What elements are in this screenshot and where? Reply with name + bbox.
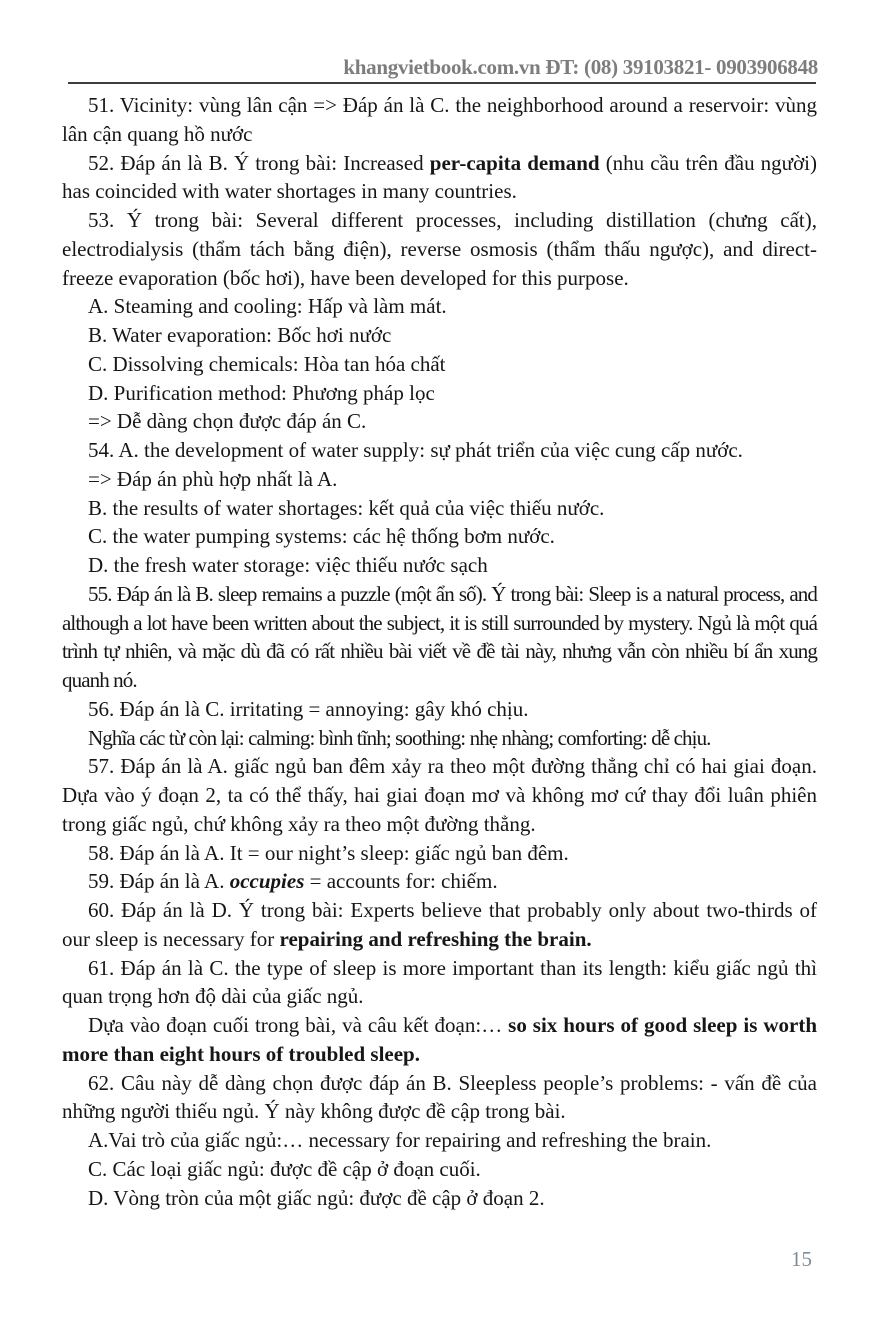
text-run: 60. Đáp án là D. Ý trong bài: Experts believe that probably only about two-thirds of our sleep is necessary for [62,898,817,951]
paragraph [62,350,817,379]
text-run: so six hours of good sleep is worth more than eight hours of troubled sleep. [62,1013,817,1066]
paragraph [62,1011,817,1069]
text-run: repairing and refreshing the brain. [279,926,592,951]
paragraph [62,724,817,753]
text-run: C. Dissolving chemicals: Hòa tan hóa chất [88,351,446,376]
text-run: per-capita demand [429,150,600,175]
site-info: khangvietbook.com.vn ĐT: (08) 39103821- 0903906848 [343,55,818,79]
text-run: A.Vai trò của giấc ngủ:… necessary for repairing and refreshing the brain. [88,1128,712,1152]
text-run: D. the fresh water storage: việc thiếu nước sạch [88,553,488,577]
paragraph [62,580,817,695]
paragraph [62,1155,817,1184]
page-number: 15 [791,1247,812,1271]
text-run: occupies [229,869,305,894]
text-run: D. Vòng tròn của một giấc ngủ: được đề cập ở đoạn 2. [88,1185,545,1210]
text-run: D. Purification method: Phương pháp lọc [88,380,435,405]
paragraph [62,752,817,838]
text-run: A. Steaming and cooling: Hấp và làm mát. [88,294,447,319]
paragraph [62,551,817,580]
page-header [68,55,818,80]
paragraph [62,465,817,494]
text-run: = accounts for: chiếm. [304,869,498,894]
paragraph [62,954,817,1012]
text-run: 62. Câu này dễ dàng chọn được đáp án B. Sleepless people’s problems: - vấn đề của những người thiếu ngủ. Ý này không được đề cập trong bài. [62,1070,817,1124]
paragraph [62,206,817,292]
paragraph [62,91,817,149]
text-run: Nghĩa các từ còn lại: calming: bình tĩnh; soothing: nhẹ nhàng; comforting: dễ chịu. [88,725,711,750]
header-rule [68,82,816,84]
text-run: 58. Đáp án là A. It = our night’s sleep: giấc ngủ ban đêm. [88,840,569,865]
text-run: B. Water evaporation: Bốc hơi nước [88,323,392,347]
text-run: (nhu cầu trên đầu người) has coincided with water shortages in many countries. [62,150,817,204]
paragraph [62,1184,817,1213]
paragraph [62,379,817,408]
paragraph [62,867,817,896]
paragraph [62,695,817,724]
text-run: => Dễ dàng chọn được đáp án C. [88,409,367,434]
text-run: 52. Đáp án là B. Ý trong bài: Increased [88,150,430,175]
text-run: C. the water pumping systems: các hệ thống bơm nước. [88,524,555,549]
paragraph [62,494,817,523]
text-run: C. Các loại giấc ngủ: được đề cập ở đoạn cuối. [88,1156,481,1181]
paragraph [62,407,817,436]
paragraph [62,292,817,321]
text-run: 53. Ý trong bài: Several different processes, including distillation (chưng cất), electrodialysis (thẩm tách bằng điện), reverse osmosis (thẩm thấu ngược), and direct-freeze evaporation (bốc hơi), have been developed for this purpose. [62,208,817,290]
text-run: 56. Đáp án là C. irritating = annoying: gây khó chịu. [88,696,529,721]
text-run: 51. Vicinity: vùng lân cận => Đáp án là C. the neighborhood around a reservoir: vùng lân cận quang hồ nước [62,93,817,146]
paragraph [62,839,817,868]
text-run: 57. Đáp án là A. giấc ngủ ban đêm xảy ra theo một đường thẳng chỉ có hai giai đoạn. Dựa vào ý đoạn 2, ta có thể thấy, hai giai đoạn mơ và không mơ cứ thay đổi luân phiên trong giấc ngủ, chứ không xảy ra theo một đường thẳng. [62,754,817,836]
paragraph [62,436,817,465]
paragraph [62,149,817,207]
text-run: 61. Đáp án là C. the type of sleep is more important than its length: kiểu giấc ngủ thì quan trọng hơn độ dài của giấc ngủ. [62,955,817,1009]
text-run: 59. Đáp án là A. [88,869,230,894]
text-run: Dựa vào đoạn cuối trong bài, và câu kết đoạn:… [88,1013,509,1037]
text-run: => Đáp án phù hợp nhất là A. [88,466,338,491]
document-body [62,91,817,1212]
paragraph [62,1069,817,1127]
paragraph [62,522,817,551]
paragraph [62,896,817,954]
text-run: 54. A. the development of water supply: sự phát triển của việc cung cấp nước. [88,438,743,462]
text-run: 55. Đáp án là B. sleep remains a puzzle (một ẩn số). Ý trong bài: Sleep is a natural process, and although a lot have been written about the subject, it is still surrounded by mystery. Ngủ là một quá trình tự nhiên, và mặc dù đã có rất nhiều bài viết về đề tài này, nhưng vẫn còn nhiều bí ẩn xung quanh nó. [62,581,817,692]
paragraph [62,1126,817,1155]
paragraph [62,321,817,350]
text-run: B. the results of water shortages: kết quả của việc thiếu nước. [88,495,605,520]
